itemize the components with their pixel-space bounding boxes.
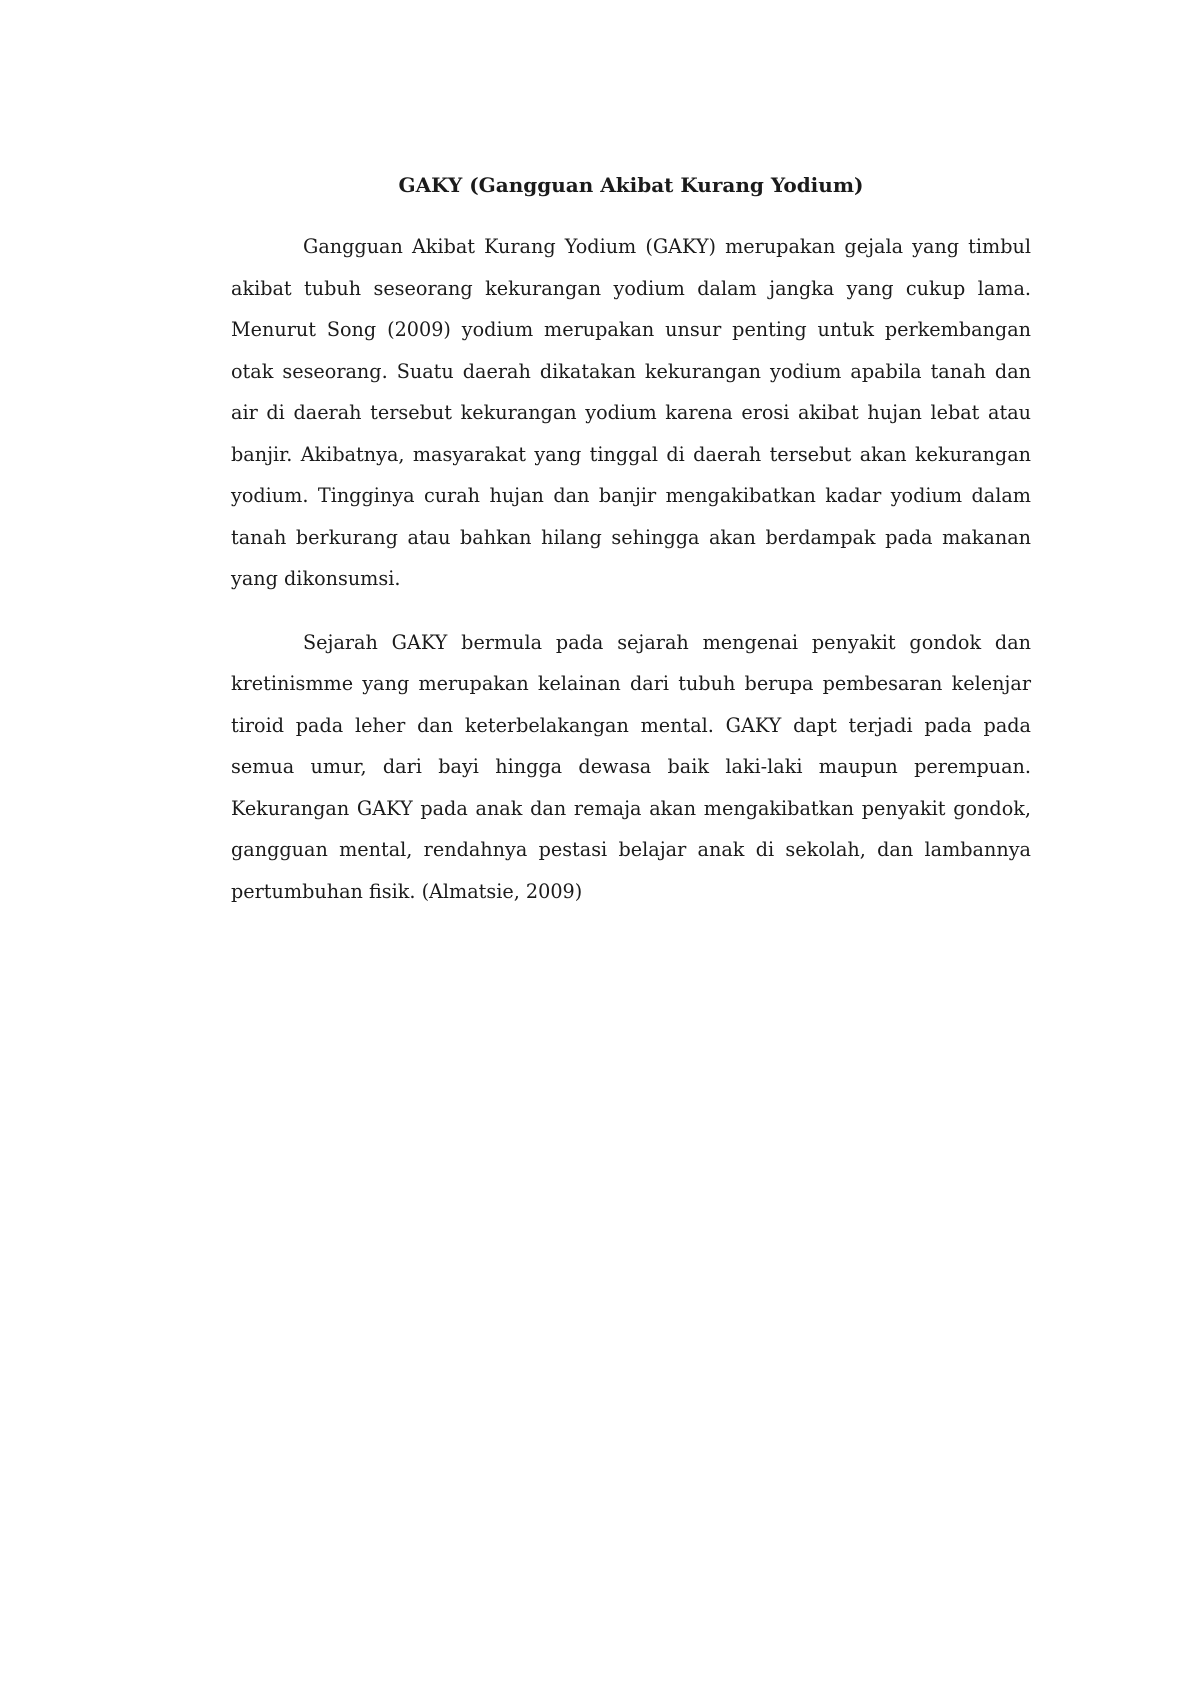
paragraph-1: Gangguan Akibat Kurang Yodium (GAKY) merupakan gejala yang timbul akibat tubuh seseorang kekurangan yodium dalam jangka yang cukup lama. Menurut Song (2009) yodium merupakan unsur penting untuk perkembangan otak seseorang. Suatu daerah dikatakan kekurangan yodium apabila tanah dan air di daerah tersebut kekurangan yodium karena erosi akibat hujan lebat atau banjir. Akibatnya, masyarakat yang tinggal di daerah tersebut akan kekurangan yodium. Tingginya curah hujan dan banjir mengakibatkan kadar yodium dalam tanah berkurang atau bahkan hilang sehingga akan berdampak pada makanan yang dikonsumsi. — [231, 235, 1031, 590]
document-body — [231, 170, 1031, 934]
page-title: GAKY (Gangguan Akibat Kurang Yodium) — [398, 173, 864, 197]
paragraph-2: Sejarah GAKY bermula pada sejarah mengenai penyakit gondok dan kretinismme yang merupakan kelainan dari tubuh berupa pembesaran kelenjar tiroid pada leher dan keterbelakangan mental. GAKY dapt terjadi pada pada semua umur, dari bayi hingga dewasa baik laki-laki maupun perempuan. Kekurangan GAKY pada anak dan remaja akan mengakibatkan penyakit gondok, gangguan mental, rendahnya pestasi belajar anak di sekolah, dan lambannya pertumbuhan fisik. (Almatsie, 2009) — [231, 630, 1031, 903]
